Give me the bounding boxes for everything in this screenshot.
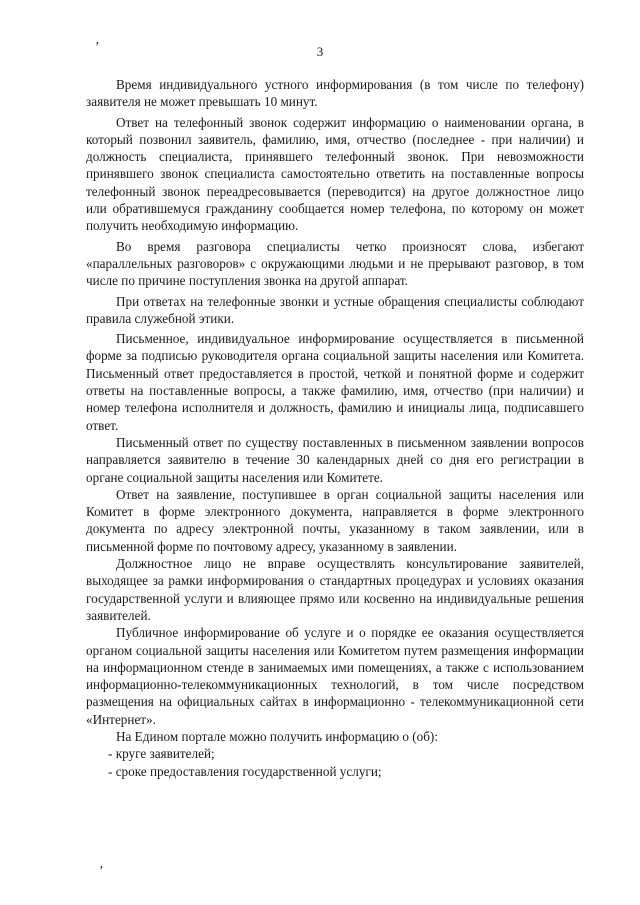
paragraph: Ответ на заявление, поступившее в орган социальной защиты населения или Комитет в форме электронного документа, направляется в форме электронного документа по адресу электронной почты, указанному в таком заявлении, или в письменной форме по почтовому адресу, указанному в заявлении. bbox=[86, 486, 584, 554]
list-item: - круге заявителей; bbox=[108, 746, 215, 762]
paragraph: Письменный ответ по существу поставленных в письменном заявлении вопросов направляется заявителю в течение 30 календарных дней со дня его регистрации в органе социальной защиты населения или Комитете. bbox=[86, 434, 584, 485]
paragraph: На Едином портале можно получить информацию о (об): bbox=[116, 728, 438, 744]
paragraph: Время индивидуального устного информирования (в том числе по телефону) заявителя не может превышать 10 минут. bbox=[86, 77, 584, 110]
paragraph: Ответ на телефонный звонок содержит информацию о наименовании органа, в который позвонил заявитель, фамилию, имя, отчество (последнее - при наличии) и должность специалиста, принявшего телефонный звонок. При невозможности принявшего звонок специалиста самостоятельно ответить на поставленные вопросы телефонный звонок переадресовывается (переводится) на другое должностное лицо или обратившемуся гражданину сообщается номер телефона, по которому он может получить необходимую информацию. bbox=[86, 114, 584, 234]
paragraph: Публичное информирование об услуге и о порядке ее оказания осуществляется органом социальной защиты населения или Комитетом путем размещения информации на информационном стенде в занимаемых ими помещениях, а также с использованием информационно-телекоммуникационных технологий, в том числе посредством размещения на официальных сайтах в информационно - телекоммуникационной сети «Интернет». bbox=[86, 625, 584, 727]
paragraph: Во время разговора специалисты четко произносят слова, избегают «параллельных разговоров» с окружающими людьми и не прерывают разговор, в том числе по причине поступления звонка на другой аппарат. bbox=[86, 238, 584, 289]
document-body bbox=[86, 76, 584, 780]
page-number: 3 bbox=[316, 44, 324, 59]
paragraph: Должностное лицо не вправе осуществлять консультирование заявителей, выходящее за рамки информирования о стандартных процедурах и условиях оказания государственной услуги и влияющее прямо или косвенно на индивидуальные решения заявителей. bbox=[86, 556, 584, 623]
margin-tick-mark: ʼ bbox=[94, 40, 99, 55]
list-item: - сроке предоставления государственной услуги; bbox=[108, 763, 382, 779]
paragraph: При ответах на телефонные звонки и устные обращения специалисты соблюдают правила служебной этики. bbox=[86, 293, 584, 326]
paragraph: Письменное, индивидуальное информирование осуществляется в письменной форме за подписью руководителя органа социальной защиты населения или Комитета. Письменный ответ предоставляется в простой, четкой и понятной форме и содержит ответы на поставленные вопросы, а также фамилию, имя, отчество (при наличии) и номер телефона исполнителя и должность, фамилию и инициалы лица, подписавшего ответ. bbox=[86, 331, 584, 433]
margin-tick-mark: ʼ bbox=[98, 864, 103, 879]
